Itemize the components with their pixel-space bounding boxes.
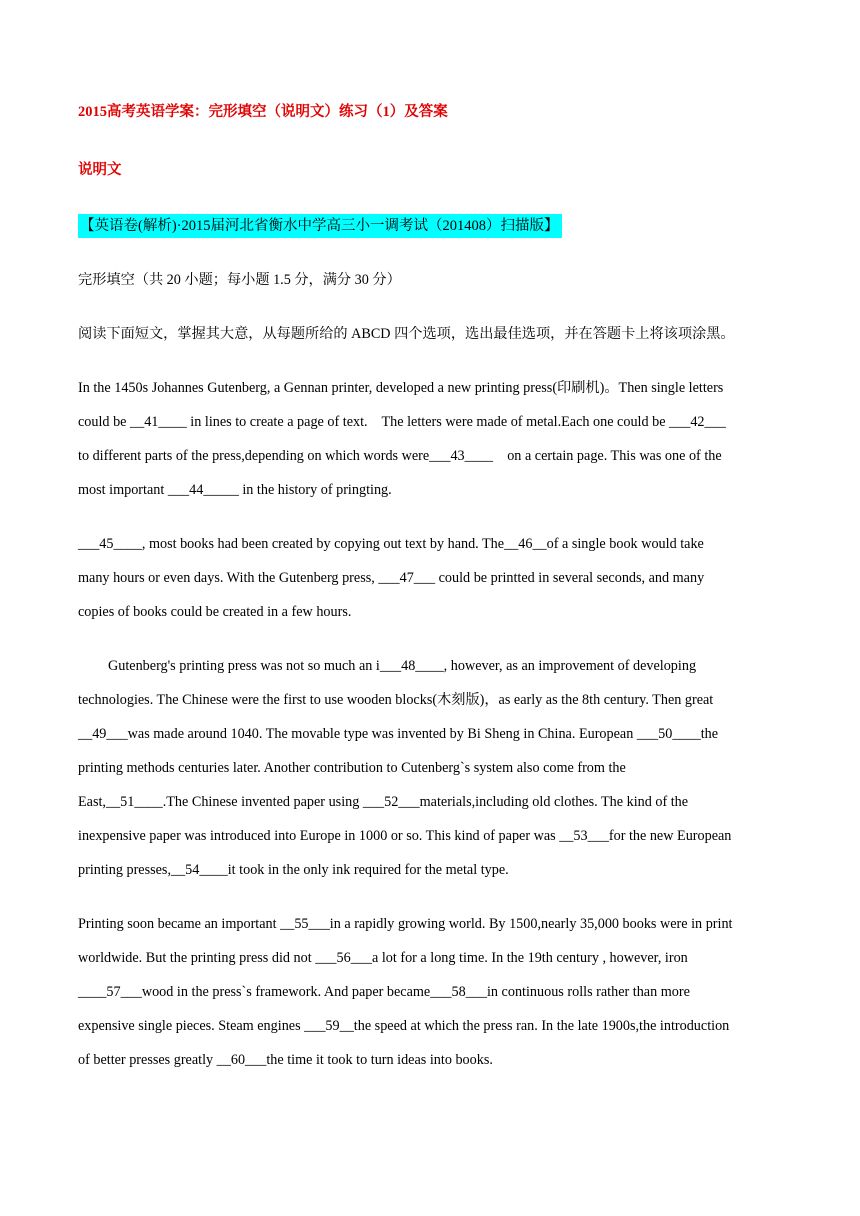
passage-line: Gutenberg's printing press was not so much an i___48____, however, as an improvement of developing: [108, 658, 697, 674]
passage-line: of better presses greatly __60___the time it took to turn ideas into books.: [78, 1052, 493, 1068]
passage-line: East,__51____.The Chinese invented paper using ___52___materials,including old clothes. The kind of the: [78, 794, 689, 810]
passage-line: worldwide. But the printing press did not ___56___a lot for a long time. In the 19th century , however, iron: [78, 950, 688, 966]
passage-line: ___45____, most books had been created by copying out text by hand. The__46__of a single book would take: [78, 536, 704, 552]
passage-line: expensive single pieces. Steam engines ___59__the speed at which the press ran. In the late 1900s,the introduction: [78, 1018, 730, 1034]
passage-line: technologies. The Chinese were the first to use wooden blocks(木刻版)，as early as the 8th century. Then great: [78, 692, 714, 708]
passage-line: Printing soon became an important __55___in a rapidly growing world. By 1500,nearly 35,000 books were in print: [78, 916, 733, 932]
passage-line: printing methods centuries later. Another contribution to Cutenberg`s system also come from the: [78, 760, 626, 776]
passage-line: printing presses,__54____it took in the only ink required for the metal type.: [78, 862, 509, 878]
passage-line: __49___was made around 1040. The movable type was invented by Bi Sheng in China. European ___50____the: [78, 726, 719, 742]
directions-text: 阅读下面短文，掌握其大意，从每题所给的 ABCD 四个选项，选出最佳选项，并在答题卡上将该项涂黑。: [78, 326, 735, 342]
passage-line: most important ___44_____ in the history of pringting.: [78, 482, 392, 498]
passage-line: to different parts of the press,depending on which words were___43____ on a certain page. This was one of the: [78, 448, 722, 464]
passage-line: many hours or even days. With the Gutenberg press, ___47___ could be printted in several seconds, and many: [78, 570, 705, 586]
document-title: 2015高考英语学案：完形填空（说明文）练习（1）及答案: [78, 104, 448, 120]
source-banner: 【英语卷(解析)·2015届河北省衡水中学高三小一调考试（201408）扫描版】: [78, 214, 562, 238]
passage-line: could be __41____ in lines to create a page of text. The letters were made of metal.Each one could be ___42___: [78, 414, 726, 430]
passage-line: In the 1450s Johannes Gutenberg, a Gennan printer, developed a new printing press(印刷机)。Then single letters: [78, 380, 724, 396]
genre-heading: 说明文: [78, 162, 122, 178]
passage-line: inexpensive paper was introduced into Europe in 1000 or so. This kind of paper was __53___for the new European: [78, 828, 732, 844]
section-instruction: 完形填空（共 20 小题；每小题 1.5 分，满分 30 分）: [78, 272, 401, 288]
passage-line: copies of books could be created in a few hours.: [78, 604, 352, 620]
passage-line: ____57___wood in the press`s framework. And paper became___58___in continuous rolls rather than more: [78, 984, 690, 1000]
